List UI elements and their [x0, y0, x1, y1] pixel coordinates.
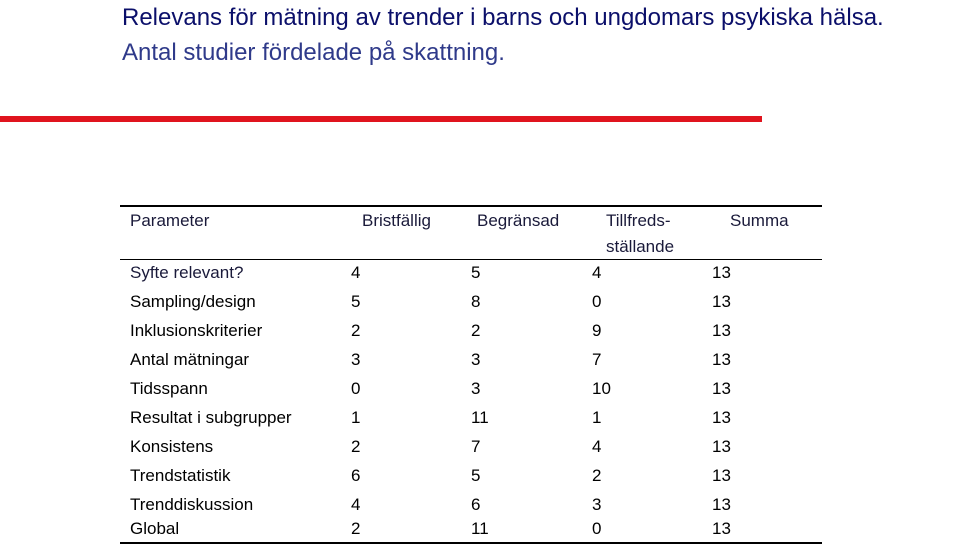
cell-bristfallig: 2	[351, 321, 361, 340]
cell-summa: 13	[712, 321, 731, 340]
row-name: Resultat i subgrupper	[130, 408, 292, 427]
title-line-1: Relevans för mätning av trender i barns och ungdomars psykiska hälsa.	[122, 4, 884, 31]
cell-tillfredsstallande: 4	[592, 437, 602, 456]
cell-bristfallig: 3	[351, 350, 361, 369]
table-row	[120, 258, 822, 287]
cell-tillfredsstallande: 1	[592, 408, 602, 427]
table-row	[120, 461, 822, 490]
table-row	[120, 316, 822, 345]
cell-bristfallig: 2	[351, 437, 361, 456]
cell-bristfallig: 1	[351, 408, 361, 427]
cell-begransad: 2	[471, 321, 481, 340]
red-accent-bar	[0, 116, 762, 122]
row-name: Sampling/design	[130, 292, 256, 311]
table-row	[120, 374, 822, 403]
cell-begransad: 5	[471, 466, 481, 485]
header-parameter: Parameter	[130, 211, 210, 230]
title-line-2: Antal studier fördelade på skattning.	[122, 39, 505, 66]
table-row	[120, 490, 822, 519]
header-tillfreds-line1: Tillfreds-	[606, 211, 671, 230]
cell-tillfredsstallande: 0	[592, 292, 602, 311]
row-name: Global	[130, 519, 180, 538]
cell-begransad: 11	[471, 408, 489, 427]
cell-summa: 13	[712, 519, 731, 538]
cell-tillfredsstallande: 4	[592, 263, 602, 282]
table-row	[120, 403, 822, 432]
cell-bristfallig: 6	[351, 466, 361, 485]
cell-tillfredsstallande: 10	[592, 379, 611, 398]
cell-begransad: 7	[471, 437, 481, 456]
cell-tillfredsstallande: 7	[592, 350, 602, 369]
cell-begransad: 11	[471, 519, 489, 538]
header-begransad: Begränsad	[477, 211, 560, 230]
cell-summa: 13	[712, 292, 731, 311]
cell-tillfredsstallande: 0	[592, 519, 602, 538]
cell-summa: 13	[712, 408, 731, 427]
cell-tillfredsstallande: 9	[592, 321, 602, 340]
cell-summa: 13	[712, 263, 731, 282]
cell-tillfredsstallande: 3	[592, 495, 602, 514]
cell-summa: 13	[712, 495, 731, 514]
table-row	[120, 516, 822, 542]
header-bristfallig: Bristfällig	[362, 211, 431, 230]
cell-summa: 13	[712, 379, 731, 398]
cell-tillfredsstallande: 2	[592, 466, 602, 485]
header-tillfreds-line2: ställande	[606, 237, 675, 256]
table-row	[120, 345, 822, 374]
cell-bristfallig: 0	[351, 379, 361, 398]
cell-begransad: 5	[471, 263, 481, 282]
header-summa: Summa	[730, 211, 789, 230]
cell-summa: 13	[712, 350, 731, 369]
cell-bristfallig: 5	[351, 292, 361, 311]
row-name: Inklusionskriterier	[130, 321, 263, 340]
cell-bristfallig: 2	[351, 519, 361, 538]
cell-begransad: 8	[471, 292, 481, 311]
table-bottom-rule	[120, 542, 822, 544]
cell-bristfallig: 4	[351, 263, 361, 282]
row-name: Trenddiskussion	[130, 495, 254, 514]
cell-begransad: 3	[471, 379, 481, 398]
cell-summa: 13	[712, 437, 731, 456]
row-name: Syfte relevant?	[130, 263, 244, 282]
header-tillfredsstallande	[606, 208, 674, 260]
table-top-rule	[120, 205, 822, 207]
cell-begransad: 6	[471, 495, 481, 514]
slide-title	[122, 0, 884, 70]
cell-begransad: 3	[471, 350, 481, 369]
cell-summa: 13	[712, 466, 731, 485]
table-row	[120, 432, 822, 461]
cell-bristfallig: 4	[351, 495, 361, 514]
table-row	[120, 287, 822, 316]
row-name: Trendstatistik	[130, 466, 231, 485]
row-name: Antal mätningar	[130, 350, 250, 369]
row-name: Konsistens	[130, 437, 214, 456]
row-name: Tidsspann	[130, 379, 208, 398]
